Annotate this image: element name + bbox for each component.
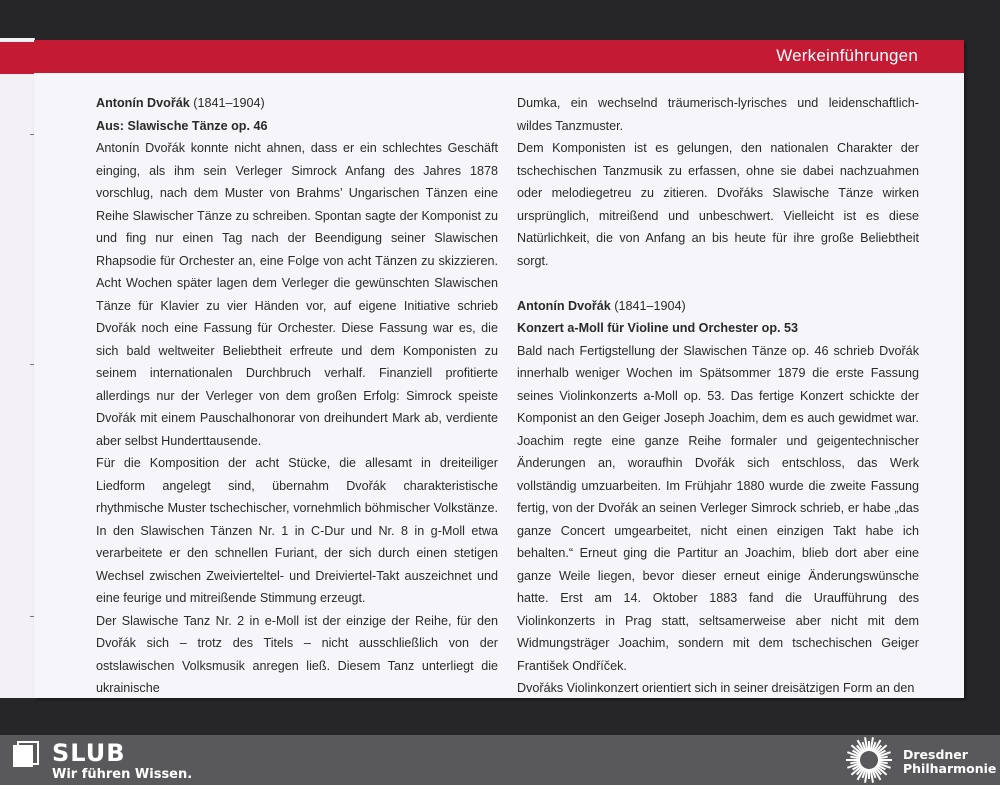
section-header-bar bbox=[34, 40, 964, 73]
right-text-column bbox=[517, 92, 919, 700]
work-title: Aus: Slawische Tänze op. 46 bbox=[96, 118, 268, 133]
section-spacer bbox=[517, 272, 919, 295]
partner-line: Dresdner bbox=[903, 747, 968, 762]
composer-years: (1841–1904) bbox=[610, 298, 686, 313]
body-paragraph: Der Slawische Tanz Nr. 2 in e-Moll ist der einzige der Reihe, für den Dvořák sich – trotz des Titels – nicht ausschließlich von der ostslawischen Volksmusik anregen ließ. Diesem Tanz unterliegt die ukrainische bbox=[96, 613, 498, 695]
composer-name: Antonín Dvořák bbox=[96, 96, 190, 110]
partner-logo-text bbox=[903, 748, 996, 776]
slub-logo-text: SLUB bbox=[52, 739, 126, 767]
work-heading bbox=[517, 295, 919, 318]
body-paragraph: Dumka, ein wechselnd träumerisch-lyrisches und leidenschaftlich-wildes Tanzmuster. bbox=[517, 96, 919, 133]
composer-years: (1841–1904) bbox=[189, 96, 265, 110]
slub-book-icon bbox=[12, 741, 40, 769]
body-paragraph: Bald nach Fertigstellung der Slawischen Tänze op. 46 schrieb Dvořák innerhalb weniger Wochen im Spätsommer 1879 die erste Fassung seines Violinkonzerts a-Moll op. 53. Das fertige Konzert schickte der Komponist an den Geiger Joseph Joachim, dem es auch gewidmet war. Joachim regte eine ganze Reihe formaler und geigentechnischer Änderungen an, woraufhin Dvořák sich entschloss, das Werk vollständig umzuarbeiten. Im Frühjahr 1880 wurde die zweite Fassung fertig, von der Dvořák an seinen Verleger Simrock schrieb, er habe „das ganze Concert umgearbeitet, nicht einen einzigen Takt habe ich behalten.“ Erneut ging die Partitur an Joachim, blieb dort aber eine ganze Weile liegen, bevor dieser erneut einige Änderungswünsche hatte. Erst am 14. Oktober 1883 fand die Uraufführung des Violinkonzerts in Prag statt, seltsamerweise aber nicht mit dem Widmungsträger Joachim, sondern mit dem tschechischen Geiger František Ondříček. bbox=[517, 343, 919, 673]
partner-line: Philharmonie bbox=[903, 761, 997, 776]
left-text-column bbox=[96, 92, 498, 700]
booklet-page bbox=[34, 40, 964, 698]
previous-page-header-band bbox=[0, 42, 34, 74]
section-title: Werkeinführungen bbox=[776, 46, 918, 65]
body-paragraph: Dem Komponisten ist es gelungen, den nationalen Charakter der tschechischen Tanzmusik zu erfassen, ohne sie dabei nachzuahmen oder melodiegetreu zu zitieren. Dvořáks Slawische Tänze wirken ursprünglich, mitreißend und unbeschwert. Vielleicht ist es diese Natürlichkeit, die von Anfang an bis heute für ihre große Beliebtheit sorgt. bbox=[517, 141, 919, 268]
body-paragraph: Dvořáks Violinkonzert orientiert sich in seiner dreisätzigen Form an den bbox=[517, 681, 915, 695]
work-title: Konzert a-Moll für Violine und Orchester op. 53 bbox=[517, 321, 799, 335]
slub-tagline: Wir führen Wissen. bbox=[52, 767, 193, 782]
body-paragraph: Für die Komposition der acht Stücke, die allesamt in dreiteiliger Liedform angelegt sind, übernahm Dvořák charakteristische rhythmische Muster tschechischer, vornehmlich böhmischer Volkstänze. In den Slawischen Tänzen Nr. 1 in C-Dur und Nr. 8 in g-Moll etwa verarbeitete er den schnellen Furiant, der sich durch einen stetigen Wechsel zwischen Zweivierteltel- und Dreiviertel-Takt auszeichnet und eine feurige und mitreißende Stimmung erzeugt. bbox=[96, 456, 498, 605]
composer-name: Antonín Dvořák bbox=[517, 298, 611, 313]
body-paragraph: Antonín Dvořák konnte nicht ahnen, dass er ein schlechtes Geschäft einging, als ihm sein Verleger Simrock Anfang des Jahres 1878 vorschlug, nach dem Muster von Brahms’ Ungarischen Tänzen eine Reihe Slawischer Tänze zu schreiben. Spontan sagte der Komponist zu und fing nur einen Tag nach der Beendigung seiner Slawischen Rhapsodie für Orchester an, eine Folge von acht Tänzen zu skizzieren. Acht Wochen später lagen dem Verleger die gewünschten Slawischen Tänze für Klavier zu vier Händen vor, auf eigene Initiative schrieb Dvořák noch eine Fassung für Orchester. Diese Fassung war es, die sich bald weltweiter Beliebtheit erfreute und dem Komponisten zu seinem internationalen Durchbruch verhalf. Finanziell profitierte allerdings nur der Verleger von dem großen Erfolg: Simrock speiste Dvořák mit einem Pauschalhonorar von dreihundert Mark ab, verdiente aber selbst Hunderttausende. bbox=[96, 141, 498, 448]
previous-page-edge bbox=[0, 38, 35, 698]
viewer-footer bbox=[0, 735, 1000, 785]
work-heading bbox=[96, 92, 498, 115]
dresdner-philharmonie-sunburst-logo bbox=[842, 735, 896, 785]
